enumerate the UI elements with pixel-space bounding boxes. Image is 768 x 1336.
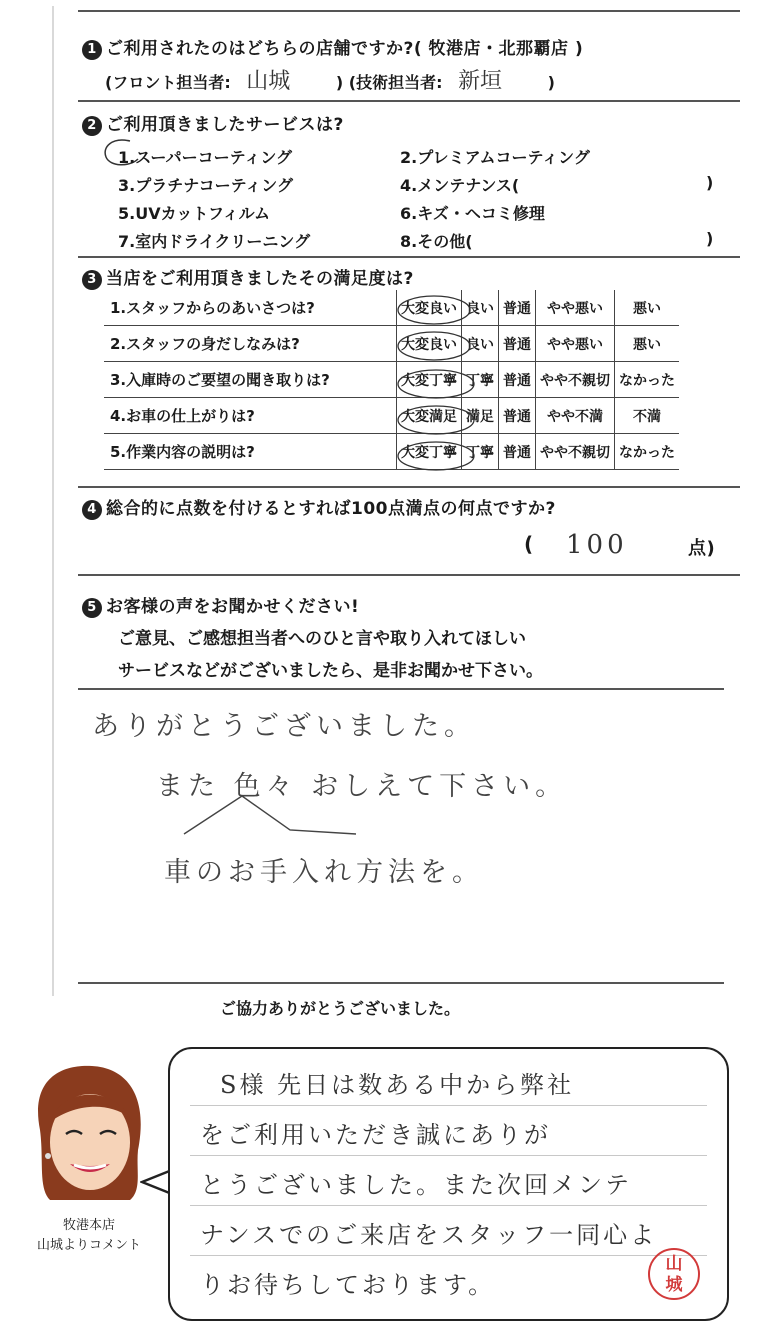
service-5: 5.UVカットフィルム [118,204,271,223]
rating-option: 丁寧 [462,434,499,470]
rating-option: 普通 [499,434,536,470]
question-5-line-3: サービスなどがございましたら、是非お聞かせ下さい。 [118,661,543,681]
ruled-line [190,1255,707,1256]
question-number: 5 [82,598,102,618]
front-staff-value: 山城 [246,69,291,94]
rating-option: 悪い [615,290,680,326]
staff-comment-label: 山城よりコメント [36,1238,141,1253]
question-1-text: ご利用されたのはどちらの店舗ですか?( 牧港店・北那覇店 ) [106,39,584,59]
rating-item: 5.作業内容の説明は? [110,443,255,461]
question-number: 3 [82,270,102,290]
rating-option: 大変満足 [397,398,462,434]
rating-option: 大変良い [397,326,462,362]
q1-staff-line [105,64,555,95]
rating-option: 丁寧 [462,362,499,398]
question-number: 1 [82,40,102,60]
score-value: 100 [566,530,628,560]
staff-avatar [20,1060,160,1210]
rating-option: 普通 [499,398,536,434]
tech-staff-close: ) [547,73,555,92]
divider-1 [78,100,740,102]
service-4: 4.メンテナンス( [400,176,520,195]
ruled-line [190,1105,707,1106]
score-unit: 点) [688,538,716,559]
rating-option: 良い [462,326,499,362]
ruled-line [190,1155,707,1156]
service-2: 2.プレミアムコーティング [400,148,590,167]
question-2-text: ご利用頂きましたサービスは? [106,115,344,135]
selection-circles-icon [392,292,482,482]
service-8: 8.その他( [400,232,473,251]
divider-3 [78,486,740,488]
staff-message-2: をご利用いただき誠にありが [200,1121,551,1149]
service-8-close: ) [706,229,714,248]
rating-option: なかった [615,434,680,470]
staff-shop: 牧港本店 [62,1218,115,1233]
rating-option: 普通 [499,326,536,362]
service-4-close: ) [706,173,714,192]
question-5 [82,592,359,618]
staff-message-3: とうございました。また次回メンテ [200,1171,632,1199]
question-3 [82,264,414,290]
customer-comment-1: ありがとうございました。 [92,711,476,742]
customer-comment-3: 車のお手入れ方法を。 [164,857,484,888]
divider-5 [78,688,724,690]
staff-message-4: ナンスでのご来店をスタッフ一同心よ [200,1221,658,1249]
rating-option: 不満 [615,398,680,434]
customer-comment-2: また 色々 おしえて下さい。 [156,771,568,802]
name-stamp: 山 城 [648,1248,700,1300]
staff-message-5: りお待ちしております。 [200,1271,496,1299]
divider-2 [78,256,740,258]
ruled-line [190,1205,707,1206]
rating-option: 良い [462,290,499,326]
question-3-text: 当店をご利用頂きましたその満足度は? [106,269,414,289]
tech-staff-label: (技術担当者: [348,73,443,92]
service-7: 7.室内ドライクリーニング [118,232,311,251]
front-staff-label: (フロント担当者: [105,73,231,92]
rating-option: やや不親切 [536,362,615,398]
rating-item: 2.スタッフの身だしなみは? [110,335,300,353]
service-1: 1.スーパーコーティング [118,148,293,167]
rating-option: やや悪い [536,290,615,326]
staff-message-1: S様 先日は数ある中から弊社 [220,1071,575,1099]
question-4 [82,494,556,520]
service-3: 3.プラチナコーティング [118,176,293,195]
divider-4 [78,574,740,576]
rating-option: 大変丁寧 [397,362,462,398]
rating-option: やや不満 [536,398,615,434]
question-5-line-2: ご意見、ご感想担当者へのひと言や取り入れてほしい [118,629,526,649]
rating-item: 4.お車の仕上がりは? [110,407,255,425]
rating-option: 満足 [462,398,499,434]
question-2 [82,110,344,136]
rating-item: 1.スタッフからのあいさつは? [110,299,315,317]
divider-6 [78,982,724,984]
rating-option: 大変良い [397,290,462,326]
rating-option: 普通 [499,362,536,398]
rating-option: やや不親切 [536,434,615,470]
rating-option: 普通 [499,290,536,326]
rating-item: 3.入庫時のご要望の聞き取りは? [110,371,330,389]
question-5-text: お客様の声をお聞かせください! [106,597,360,617]
question-number: 2 [82,116,102,136]
service-6: 6.キズ・ヘコミ修理 [400,204,545,223]
rating-option: なかった [615,362,680,398]
tech-staff-value: 新垣 [458,69,503,94]
rating-option: 大変丁寧 [397,434,462,470]
question-number: 4 [82,500,102,520]
question-4-text: 総合的に点数を付けるとすれば100点満点の何点ですか? [106,499,556,519]
rating-option: 悪い [615,326,680,362]
staff-comment-bubble [168,1047,729,1321]
question-1 [82,34,583,60]
front-staff-close: ) [335,73,344,92]
score-open-paren: ( [524,532,534,556]
rating-option: やや悪い [536,326,615,362]
thank-you-text: ご協力ありがとうございました。 [220,999,461,1018]
insert-caret-icon [180,790,360,840]
top-divider [78,10,740,12]
